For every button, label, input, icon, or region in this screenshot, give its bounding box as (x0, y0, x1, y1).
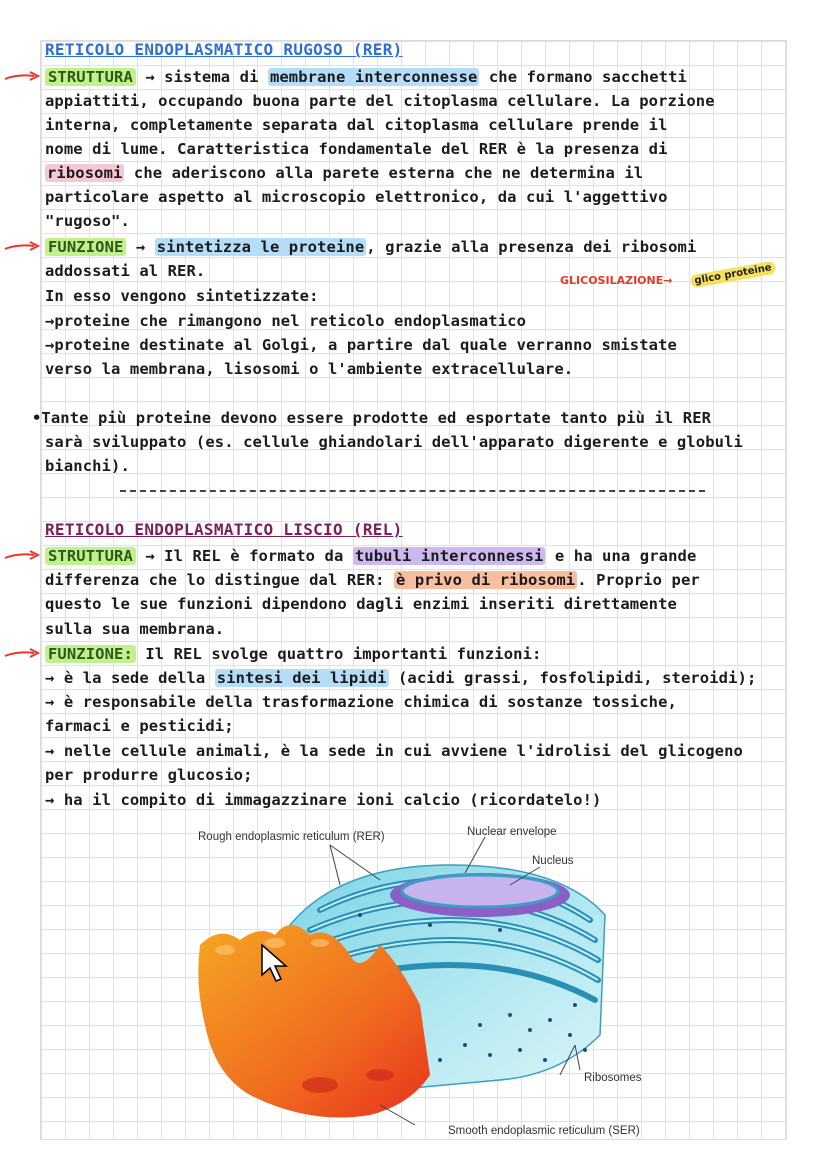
label-nucleus: Nucleus (532, 855, 574, 867)
section-divider (120, 490, 705, 492)
rel-struttura-line-3: questo le sue funzioni dipendono dagli enzimi inseriti direttamente (45, 595, 677, 613)
highlight-ribosomi: ribosomi (47, 164, 123, 182)
rel-struttura-line-2 (45, 568, 700, 592)
rel-title: RETICOLO ENDOPLASMATICO LISCIO (REL) (45, 520, 403, 539)
rel-funzione-line-5: → nelle cellule animali, è la sede in cui avviene l'idrolisi del glicogeno (45, 742, 743, 760)
red-arrow-icon (4, 70, 42, 84)
highlight-privo-ribosomi: è privo di ribosomi (395, 571, 576, 589)
er-illustration (180, 825, 660, 1140)
rer-struttura-line-3: interna, completamente separata dal citoplasma cellulare prende il (45, 116, 668, 134)
rel-struttura-label: STRUTTURA (45, 547, 136, 565)
label-ribosomes: Ribosomes (584, 1072, 642, 1084)
text: → sistema di (135, 68, 268, 86)
text: che formano sacchetti (479, 68, 687, 86)
glicosilazione-note: GLICOSILAZIONE→ (560, 274, 673, 287)
rer-struttura-line-5 (45, 161, 643, 185)
highlight-membrane: membrane interconnesse (269, 68, 478, 86)
rer-funzione-line-4: →proteine che rimangono nel reticolo endoplasmatico (45, 312, 527, 330)
rer-funzione-label: FUNZIONE (45, 238, 126, 256)
rer-bullet-line-2: sarà sviluppato (es. cellule ghiandolari dell'apparato digerente e globuli (45, 433, 743, 451)
rel-funzione-line-1 (45, 642, 541, 666)
red-arrow-icon (4, 647, 42, 661)
rer-struttura-line-7: "rugoso". (45, 212, 130, 230)
rel-funzione-line-4: farmaci e pesticidi; (45, 717, 234, 735)
red-arrow-icon (4, 240, 42, 254)
rer-funzione-line-6: verso la membrana, lisosomi o l'ambiente extracellulare. (45, 360, 574, 378)
rel-struttura-line-4: sulla sua membrana. (45, 620, 225, 638)
rer-struttura-line-6: particolare aspetto al microscopio elettronico, da cui l'aggettivo (45, 188, 668, 206)
rer-funzione-line-3: In esso vengono sintetizzate: (45, 287, 319, 305)
text: → è la sede della (45, 669, 215, 687)
text: (acidi grassi, fosfolipidi, steroidi); (388, 669, 757, 687)
red-arrow-icon (4, 549, 42, 563)
rer-bullet-line-3: bianchi). (45, 457, 130, 475)
rel-funzione-label: FUNZIONE: (45, 645, 136, 663)
label-ser: Smooth endoplasmic reticulum (SER) (448, 1125, 640, 1137)
rer-struttura-line-4: nome di lume. Caratteristica fondamentale del RER è la presenza di (45, 140, 668, 158)
rer-funzione-line-1 (45, 235, 696, 259)
rel-funzione-line-3: → è responsabile della trasformazione chimica di sostanze tossiche, (45, 693, 677, 711)
text: e ha una grande (545, 547, 697, 565)
text: Il REL svolge quattro importanti funzioni: (135, 645, 542, 663)
rer-bullet-line-1: •Tante più proteine devono essere prodotte ed esportate tanto più il RER (32, 409, 712, 427)
rer-title: RETICOLO ENDOPLASMATICO RUGOSO (RER) (45, 40, 403, 59)
rel-struttura-line-1 (45, 544, 696, 568)
rer-struttura-line-1 (45, 65, 687, 89)
highlight-lipidi: sintesi dei lipidi (216, 669, 387, 687)
label-rer: Rough endoplasmic reticulum (RER) (198, 831, 385, 843)
text: → (126, 238, 155, 256)
text: , grazie alla presenza dei ribosomi (366, 238, 697, 256)
rel-funzione-line-2 (45, 666, 756, 690)
glico-proteine-note: glico proteine (690, 261, 777, 289)
rer-struttura-label: STRUTTURA (45, 68, 136, 86)
text: → Il REL è formato da (135, 547, 353, 565)
rel-funzione-line-7: → ha il compito di immagazzinare ioni calcio (ricordatelo!) (45, 791, 602, 809)
rer-funzione-line-2: addossati al RER. (45, 262, 206, 280)
highlight-tubuli: tubuli interconnessi (354, 547, 544, 565)
rer-struttura-line-2: appiattiti, occupando buona parte del citoplasma cellulare. La porzione (45, 92, 715, 110)
text: che aderiscono alla parete esterna che ne determina il (124, 164, 644, 182)
rel-funzione-line-6: per produrre glucosio; (45, 766, 253, 784)
label-nuclear-envelope: Nuclear envelope (467, 826, 557, 838)
text: . Proprio per (577, 571, 700, 589)
text: differenza che lo distingue dal RER: (45, 571, 394, 589)
highlight-proteine: sintetizza le proteine (156, 238, 365, 256)
rer-funzione-line-5: →proteine destinate al Golgi, a partire dal quale verranno smistate (45, 336, 677, 354)
